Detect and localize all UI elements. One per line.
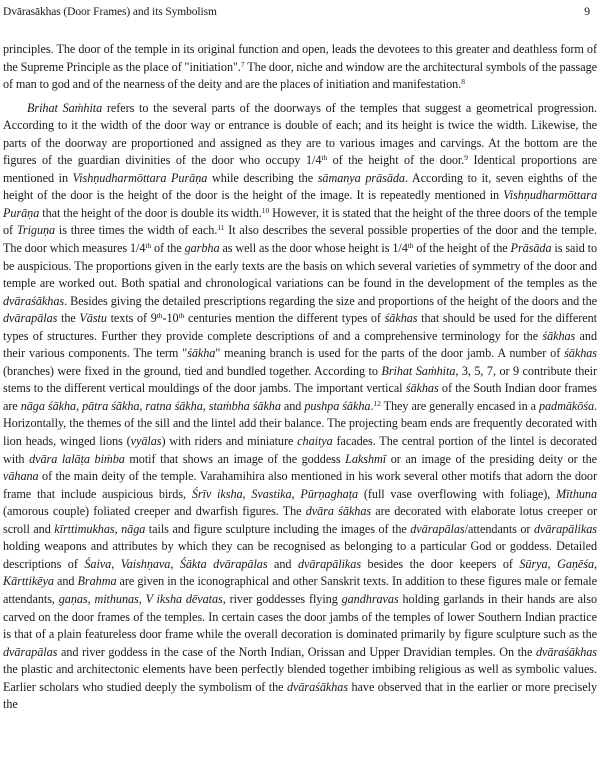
text-run: principles. The door of the temple in its original function and open, leads the devotees to this greater and deathless form of the Supreme Principle as the place of "initiation". — [3, 42, 597, 74]
italic-term: Pūrṇaghaṭa — [300, 486, 359, 501]
italic-term: śākha — [187, 346, 216, 361]
italic-term: nāga śākha — [20, 398, 77, 413]
text-run: and river goddess in the case of the North Indian, Orissan and Upper Dravidian temples. On the — [57, 644, 536, 659]
italic-term: śākhas — [542, 328, 576, 343]
text-run: that should be used for the different types of structures. Further they provide complete descriptions of and a comprehensive terminology for the — [3, 311, 597, 343]
text-run: as well as the door whose height is 1/4 — [219, 241, 408, 256]
italic-term: gandhravas — [341, 591, 399, 606]
text-run: and — [53, 574, 78, 589]
italic-term: Śākta dvārapālas — [179, 556, 268, 571]
italic-term: dvāra lalāṭa biṁba — [29, 451, 125, 466]
italic-term: Prāsāda — [510, 241, 552, 256]
text-run: (full vase overflowing with foliage), — [358, 486, 557, 501]
text-run: (branches) were fixed in the ground, tied and bundled together. According to — [3, 363, 382, 378]
italic-term: padmākōśa — [538, 398, 595, 413]
text-run: , — [291, 486, 301, 501]
text-run: of the — [151, 241, 185, 256]
text-run: , — [111, 556, 121, 571]
text-run: centuries mention the different types of — [184, 311, 385, 326]
footnote-ref: 11 — [217, 223, 225, 233]
text-run: . Besides giving the detailed prescriptions regarding the size and proportions of the height of the doors and the — [64, 293, 597, 308]
italic-term: dvāra śākhas — [305, 504, 372, 519]
italic-term: mithunas — [94, 591, 139, 606]
text-run: texts of 9 — [106, 311, 157, 326]
italic-term: staṁbha śākha — [208, 398, 281, 413]
text-run: and their various components. The term " — [3, 328, 598, 361]
footnote-ref: 7 — [240, 59, 245, 69]
text-run: , river goddesses flying — [222, 591, 342, 606]
footnote-ref: 8 — [461, 77, 465, 87]
text-run: , — [202, 398, 209, 413]
italic-term: dvāraśākhas — [286, 679, 349, 694]
text-run: , — [242, 486, 252, 501]
italic-term: Mīthuna — [556, 486, 597, 501]
italic-term: Vaishṇava — [120, 556, 171, 571]
italic-term: Vishṇudharmōttara Purāṇa — [3, 188, 597, 220]
footnote-ref: th — [145, 241, 152, 251]
italic-term: dvārapālas — [410, 521, 465, 536]
text-run: Identical proportions are mentioned in — [3, 153, 597, 185]
text-run: holding garlands in their hands are also carved on the door frames of the temples. In certain cases the door jambs of the temples of lower Southern Indian practice is that of a plain featureless door frame while the overall decoration is dominated primarily by figure sculpture such as the — [3, 591, 598, 642]
footnote-ref: 10 — [261, 205, 270, 215]
text-run: of the South Indian door frames are — [3, 381, 597, 413]
text-run: , 3, 5, 7, or 9 contribute their stems to the different vertical mouldings of the door jambs. The important vertical — [3, 363, 597, 396]
italic-term: Lakshmī — [345, 451, 387, 466]
text-run: However, it is stated that the height of the three doors of the temple of — [3, 205, 597, 238]
italic-term: dvārapālikas — [297, 556, 362, 571]
italic-term: dvārapālikas — [533, 521, 597, 536]
paragraph-2 — [3, 100, 597, 714]
text-run: tails and figure sculpture including the images of the — [145, 521, 411, 536]
text-run: are decorated with elaborate lotus creeper or scroll and — [3, 504, 598, 536]
italic-term: Sūrya — [519, 556, 548, 571]
page-number: 9 — [584, 4, 590, 18]
text-run: is three times the width of each. — [55, 223, 218, 238]
italic-term: Svastika — [251, 486, 292, 501]
footnote-ref: th — [178, 311, 185, 321]
italic-term: dvāraśākhas — [535, 644, 597, 659]
italic-term: Triguṇa — [16, 223, 56, 238]
footnote-ref: 9 — [464, 153, 468, 163]
text-run: (amorous couple) foliated creeper and dwarfish figures. The — [3, 504, 306, 519]
italic-term: dvārapālas — [3, 644, 58, 659]
text-run: , — [547, 556, 558, 571]
text-run: and — [280, 398, 305, 413]
footnote-ref: th — [156, 311, 163, 321]
text-run: are given in the iconographical and other Sanskrit texts. In addition to these figures male or female attendants, — [3, 574, 598, 606]
italic-term: Gaṇēśa — [557, 556, 594, 571]
text-run: of the height of the — [413, 241, 511, 256]
text-run: , — [170, 556, 180, 571]
italic-term: Kārttikēya — [3, 574, 54, 589]
text-run: that the height of the door is double its width. — [39, 205, 262, 220]
text-run: while describing the — [207, 170, 318, 185]
italic-term: vyālas — [130, 434, 162, 449]
text-run: , — [76, 398, 83, 413]
text-run: It also describes the several possible properties of the door and the temple. The door which measures 1/4 — [3, 223, 597, 256]
italic-term: dvārapālas — [3, 311, 58, 326]
text-run: have observed that in the earlier or more precisely the — [3, 679, 597, 712]
text-run: of the main deity of the temple. Varahamihira also mentioned in his work several other motifs that adorn the door frame that include auspicious birds, — [3, 469, 597, 501]
italic-term: Vāstu — [79, 311, 107, 326]
italic-term: ratna śākha — [145, 398, 203, 413]
text-run: The door, niche and window are the architectural symbols of the passage of man to god and of the nearness of the deity and are the places of initiation and manifestation. — [3, 59, 598, 92]
italic-term: śākhas — [405, 381, 439, 396]
text-run: and — [267, 556, 298, 571]
italic-term: Vishṇudharmōttara Purāṇa — [72, 170, 208, 185]
text-run: , — [114, 521, 122, 536]
text-run: refers to the several parts of the doorways of the temples that suggest a geometrical progression. According to it the width of the door way or entrance is double of each; and its height is twice the width. Likewise, the parts of the doorway are proportioned and assigned as they are to various images and carvings. At the bottom are the figures of the guardian divinities of the door who occupy 1/4 — [3, 100, 597, 168]
text-run: holding weapons and attributes by which they can be recognised as belonging to a particular God or goddess. Detailed descriptions of — [3, 539, 597, 571]
text-run: besides the door keepers of — [361, 556, 520, 571]
italic-term: dvāraśākhas — [3, 293, 65, 308]
italic-term: Brihat Saṁhita — [381, 363, 456, 378]
footnote-ref: th — [407, 241, 414, 251]
text-run: motif that shows an image of the goddess — [124, 451, 346, 466]
text-run: facades. The central portion of the lintel is decorated with — [3, 434, 597, 466]
running-title: Dvārasākhas (Door Frames) and its Symbolism — [3, 6, 217, 18]
paragraph-1 — [3, 41, 597, 94]
text-run: is said to be auspicious. The proportions given in the early texts are the basis on which several varieties of symmetry of the door and temple are worked out. Both spatial and chronological variations can be found in the development of the temples as the — [3, 241, 598, 291]
italic-term: garbha — [184, 241, 220, 256]
text-run: of the height of the door. — [327, 153, 465, 168]
italic-term: Brahma — [77, 574, 117, 589]
italic-term: śākhas — [384, 311, 418, 326]
italic-term: gaṇas — [58, 591, 88, 606]
italic-term: śākhas — [564, 346, 597, 361]
italic-term: kīrttimukhas — [54, 521, 115, 536]
text-run: or an image of the presiding deity or the — [386, 451, 597, 466]
text-run: the — [57, 311, 80, 326]
text-run: /attendants or — [464, 521, 534, 536]
text-run: . According to it, seven eighths of the height of the door is the height of the door is the height of the image. It is repeatedly mentioned in — [3, 170, 597, 203]
italic-term: pātra śākha — [82, 398, 140, 413]
text-run: , — [594, 556, 597, 571]
footnote-ref: 12 — [373, 398, 381, 408]
footnote-ref: th — [321, 153, 328, 163]
text-run: , — [138, 591, 146, 606]
italic-term: Śrīv iksha — [191, 486, 243, 501]
italic-term: pushpa śākha — [304, 398, 371, 413]
italic-term: nāga — [121, 521, 146, 536]
text-run: . — [370, 398, 374, 413]
text-run: " meaning branch is used for the parts of the door jamb. A number of — [215, 346, 565, 361]
italic-term: Śaiva — [84, 556, 112, 571]
italic-term: sāmanya prāsāda — [317, 170, 405, 185]
running-header — [3, 4, 590, 22]
italic-term: vāhana — [3, 469, 39, 484]
text-run: , — [139, 398, 146, 413]
text-run: ) with riders and miniature — [161, 434, 298, 449]
text-run: -10 — [162, 311, 179, 326]
text-run: the plastic and architectonic elements have been perfectly blended together imbibing religious as well as symbolic values. Earlier scholars who studied deeply the symbolism of the — [3, 662, 597, 694]
text-run: . Horizontally, the themes of the sill and the lintel add their balance. The projecting beam ends are frequently decorated with lion heads, winged lions ( — [3, 398, 598, 449]
italic-term: V iksha dēvatas — [145, 591, 223, 606]
text-run: , — [87, 591, 95, 606]
italic-term: chaitya — [297, 434, 333, 449]
text-run: They are generally encased in a — [380, 398, 539, 413]
italic-term: Brihat Saṁhita — [27, 100, 103, 115]
body-text — [3, 41, 597, 714]
